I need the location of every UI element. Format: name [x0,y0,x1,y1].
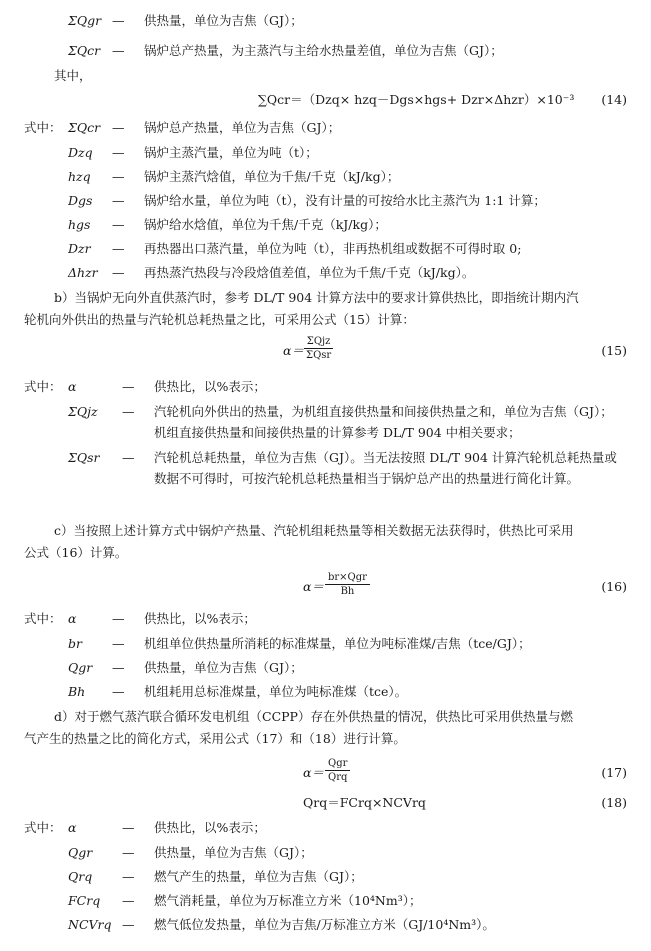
numerator: br×Qgr [325,572,370,585]
definition: 再热器出口蒸汽量，单位为吨（t），非再热机组或数据不可得时取 0; [144,241,522,256]
symbol: NCVrq [68,917,112,932]
definition: 燃气产生的热量，单位为吉焦（GJ）； [154,869,363,884]
symbol: br [68,636,82,651]
equation-14: ∑Qcr＝（Dzq× hzq－Dgs×hgs+ Dzr×Δhzr）×10⁻³ [258,92,575,107]
fraction [325,758,350,783]
definition: 供热量，单位为吉焦（GJ）； [144,13,303,28]
definition: 锅炉总产热量，为主蒸汽与主给水热量差值，单位为吉焦（GJ）； [144,43,503,58]
paragraph-line: 轮机向外供出的热量与汽轮机总耗热量之比，可采用公式（15）计算： [24,312,415,327]
symbol: α [68,379,77,394]
symbol: α [68,611,77,626]
symbol: ΣQsr [68,450,100,465]
denominator: Bh [340,586,355,597]
dash: — [112,636,125,651]
denominator: Qrq [328,772,348,783]
paragraph-line: 公式（16）计算。 [24,545,128,560]
equation-number: (16) [601,579,627,594]
definition: 供热比，以%表示； [154,379,266,394]
symbol: Dgs [68,193,93,208]
equation-number: (15) [601,343,627,358]
symbol: α [68,820,77,835]
symbol: Qgr [68,845,93,860]
paragraph-line: b）当锅炉无向外直供蒸汽时，参考 DL/T 904 计算方法中的要求计算供热比，即指统计期内汽 [54,290,579,305]
paragraph-line: d）对于燃气蒸汽联合循环发电机组（CCPP）存在外供热量的情况，供热比可采用供热量与燃 [54,709,573,724]
definition: 锅炉给水量，单位为吨（t），没有计量的可按给水比主蒸汽为 1:1 计算； [144,193,546,208]
paragraph-line: 气产生的热量之比的简化方式，采用公式（17）和（18）进行计算。 [24,731,406,746]
dash: — [122,893,135,908]
definition: 锅炉主蒸汽量，单位为吨（t）； [144,145,318,160]
definition: 锅炉主蒸汽焓值，单位为千焦/千克（kJ/kg）； [144,169,400,184]
definition: 供热量，单位为吉焦（GJ）； [154,845,313,860]
dash: — [122,917,135,932]
fraction [303,336,334,361]
definition: 汽轮机总耗热量，单位为吉焦（GJ）。当无法按照 DL/T 904 计算汽轮机总耗热量或数据不可得时，可按汽轮机总耗热量相当于锅炉总产出的热量进行简化计算。 [154,450,617,486]
symbol: Δhzr [68,265,98,280]
definition: 机组单位供热量所消耗的标准煤量，单位为吨标准煤/吉焦（tce/GJ）； [144,636,531,651]
dash: — [112,265,125,280]
definition: 供热比，以%表示； [154,820,266,835]
symbol: hgs [68,217,91,232]
dash: — [122,450,135,465]
equation-18: Qrq＝FCrq×NCVrq [303,795,426,810]
dash: — [122,820,135,835]
paragraph-line: c）当按照上述计算方式中锅炉产热量、汽轮机组耗热量等相关数据无法获得时，供热比可采用 [54,523,574,538]
symbol: FCrq [68,893,101,908]
where-label: 式中： [24,379,62,394]
dash: — [112,145,125,160]
dash: — [112,43,125,58]
equation-number: (18) [601,795,627,810]
dash: — [112,13,125,28]
definition: 机组耗用总标准煤量，单位为吨标准煤（tce）。 [144,684,408,699]
dash: — [122,845,135,860]
symbol: ΣQjz [68,404,98,419]
definition: 锅炉给水焓值，单位为千焦/千克（kJ/kg）； [144,217,387,232]
dash: — [112,684,125,699]
symbol: ΣQcr [68,120,101,135]
equation-lhs: α＝ [303,579,324,594]
definition: 汽轮机向外供出的热量，为机组直接供热量和间接供热量之和，单位为吉焦（GJ）；机组直接供热量和间接供热量的计算参考 DL/T 904 中相关要求； [154,404,613,440]
dash: — [122,379,135,394]
dash: — [122,404,135,419]
dash: — [122,869,135,884]
symbol: ΣQgr [68,13,102,28]
symbol: Dzq [68,145,93,160]
symbol: Qrq [68,869,93,884]
definition: 供热量，单位为吉焦（GJ）； [144,660,303,675]
dash: — [112,660,125,675]
dash: — [112,120,125,135]
dash: — [112,611,125,626]
denominator: ΣQsr [306,350,332,361]
equation-lhs: α＝ [303,765,324,780]
symbol: Bh [68,684,86,699]
definition: 燃气低位发热量，单位为吉焦/万标准立方米（GJ/10⁴Nm³）。 [154,917,495,932]
dash: — [112,241,125,256]
where-label: 式中： [24,820,62,835]
equation-number: (14) [601,92,627,107]
definition: 再热蒸汽热段与冷段焓值差值，单位为千焦/千克（kJ/kg）。 [144,265,475,280]
definition: 锅炉总产热量，单位为吉焦（GJ）； [144,120,341,135]
fraction [325,572,370,597]
symbol: Dzr [68,241,91,256]
where-label: 式中： [24,611,62,626]
symbol: ΣQcr [68,43,101,58]
dash: — [112,193,125,208]
paragraph-line: 其中， [54,68,92,83]
numerator: Qgr [325,758,350,771]
equation-lhs: α＝ [283,343,304,358]
equation-number: (17) [601,765,627,780]
dash: — [112,169,125,184]
definition: 供热比，以%表示； [144,611,256,626]
symbol: Qgr [68,660,93,675]
definition: 燃气消耗量，单位为万标准立方米（10⁴Nm³）； [154,893,422,908]
where-label: 式中： [24,120,62,135]
numerator: ΣQjz [304,336,334,349]
dash: — [112,217,125,232]
symbol: hzq [68,169,91,184]
